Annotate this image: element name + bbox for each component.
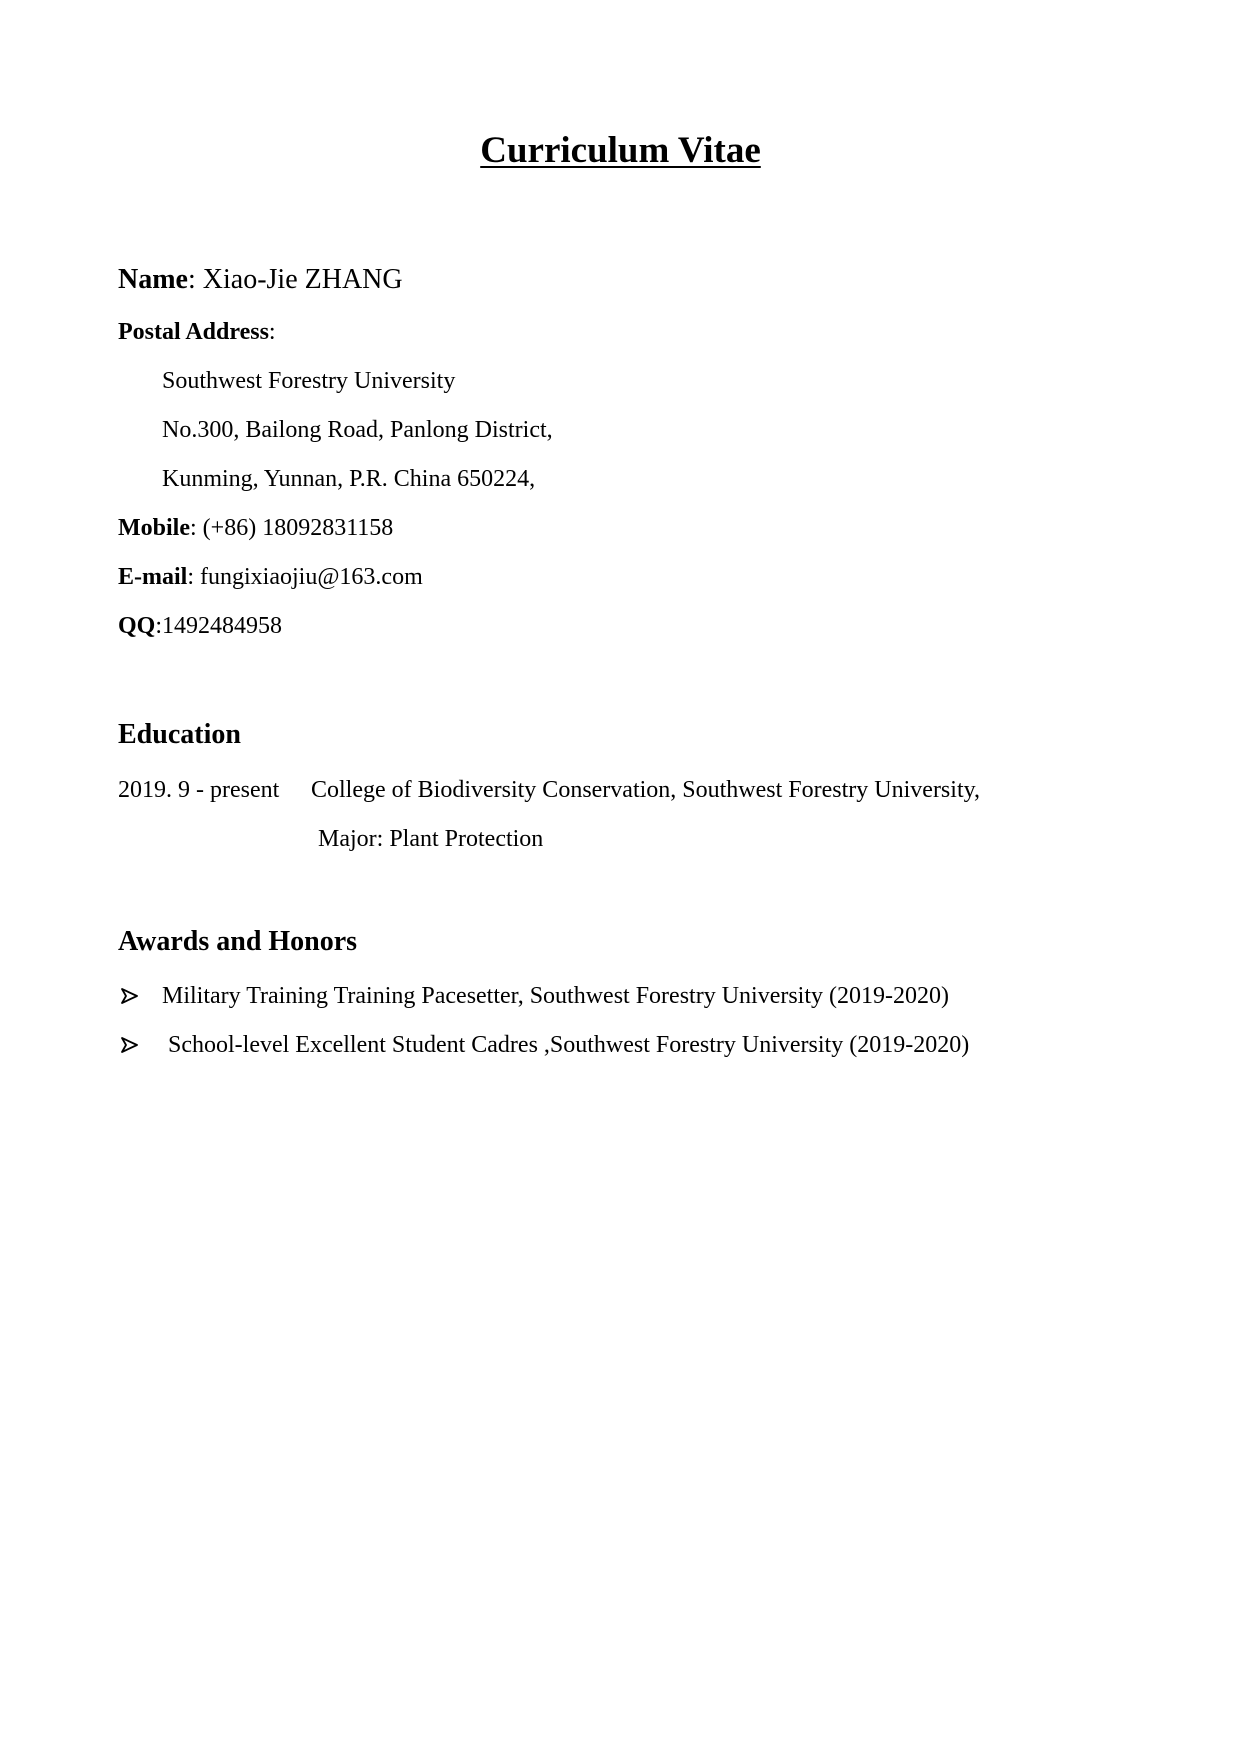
mobile-label: Mobile — [118, 515, 190, 541]
arrowhead-bullet-icon — [120, 1030, 140, 1060]
qq-label: QQ — [118, 613, 156, 639]
arrowhead-bullet-icon — [120, 981, 140, 1011]
education-period: 2019. 9 - present — [118, 777, 280, 803]
document-title — [0, 128, 1241, 174]
postal-address-row: Postal Address: — [118, 319, 276, 345]
education-institution: College of Biodiversity Conservation, Southwest Forestry University, — [311, 777, 981, 803]
email-label: E-mail — [118, 564, 188, 590]
name-value: Xiao-Jie ZHANG — [202, 264, 403, 295]
award-item: Military Training Training Pacesetter, Southwest Forestry University (2019-2020) — [162, 983, 949, 1009]
address-line: Kunming, Yunnan, P.R. China 650224, — [162, 466, 536, 492]
education-major: Major: Plant Protection — [318, 826, 544, 852]
awards-heading: Awards and Honors — [118, 926, 358, 957]
mobile-row: Mobile: (+86) 18092831158 — [118, 515, 394, 541]
address-line: Southwest Forestry University — [162, 368, 456, 394]
postal-address-label: Postal Address — [118, 319, 269, 345]
email-row: E-mail: fungixiaojiu@163.com — [118, 564, 423, 590]
qq-row: QQ:1492484958 — [118, 613, 283, 639]
education-heading: Education — [118, 719, 241, 750]
name-row: Name: Xiao-Jie ZHANG — [118, 264, 403, 295]
qq-value: 1492484958 — [162, 613, 283, 639]
address-line: No.300, Bailong Road, Panlong District, — [162, 417, 553, 443]
name-label: Name — [118, 264, 188, 295]
email-value: fungixiaojiu@163.com — [200, 564, 423, 590]
mobile-value: (+86) 18092831158 — [202, 515, 394, 541]
document-title-text: Curriculum Vitae — [480, 130, 761, 171]
award-item: School-level Excellent Student Cadres ,Southwest Forestry University (2019-2020) — [168, 1032, 970, 1058]
